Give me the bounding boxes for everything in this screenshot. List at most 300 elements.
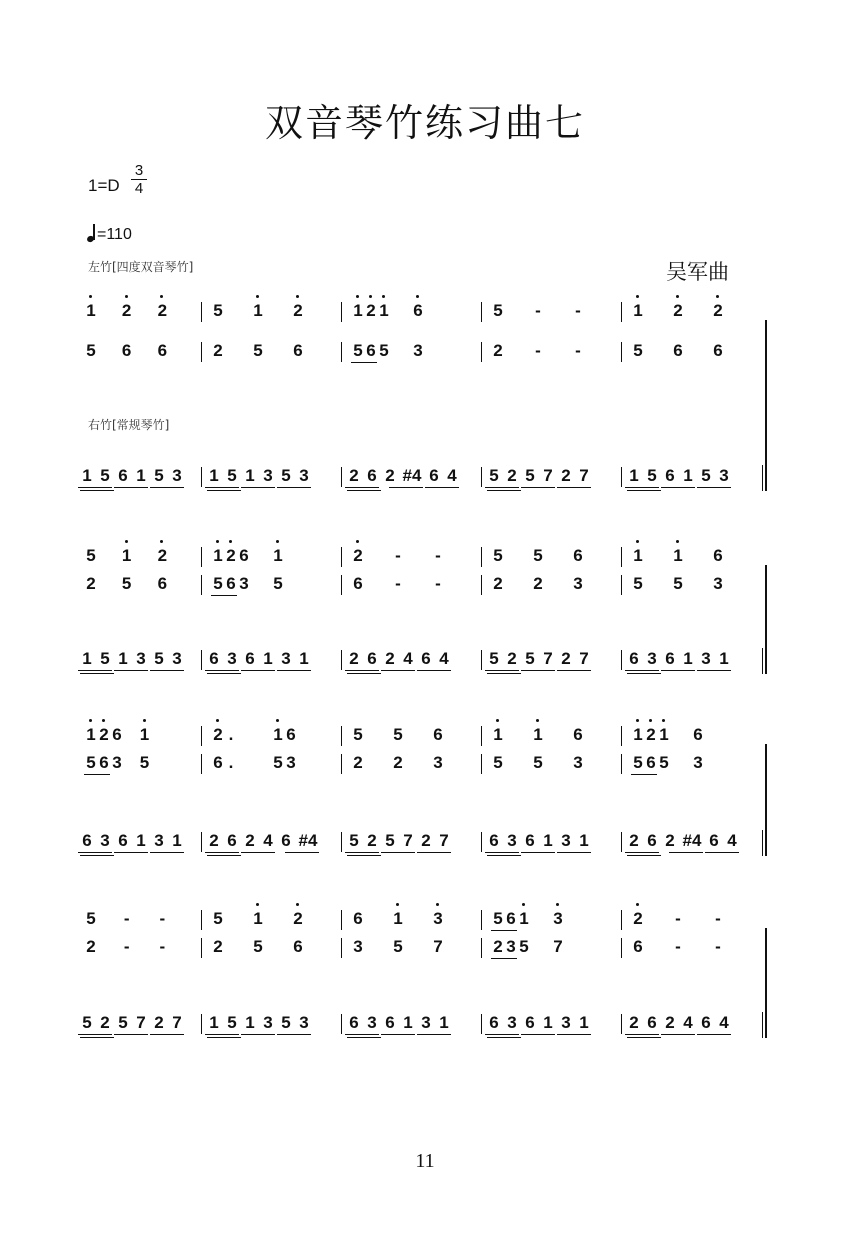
beam-underline (78, 1034, 112, 1035)
note: 2 (631, 908, 645, 930)
note: 6 (112, 725, 122, 744)
note: 1 (351, 300, 365, 322)
beam-underline (625, 852, 659, 853)
sixteenth-note: 6 (118, 466, 128, 485)
note: 2 (493, 341, 503, 360)
beam-underline (347, 490, 381, 491)
left-top-line (78, 300, 768, 322)
beam-underline (205, 487, 239, 488)
sixteenth-note: 1 (403, 1013, 413, 1032)
bar-line (621, 754, 622, 774)
note: - (159, 937, 166, 956)
note: - (395, 546, 401, 565)
beam-underline (80, 490, 114, 491)
sixteenth-note: #4 (298, 831, 318, 850)
sixteenth-note: 2 (209, 831, 219, 850)
note: 6 (646, 753, 656, 772)
sixteenth-note: 1 (719, 649, 729, 668)
note: 1 (631, 300, 645, 322)
sixteenth-note: 1 (209, 466, 219, 485)
left-top-line (78, 724, 768, 746)
sixteenth-note: 1 (245, 466, 255, 485)
note: 6 (433, 725, 443, 744)
sixteenth-note: 5 (227, 466, 237, 485)
note: - (675, 909, 681, 928)
beam-underline (241, 852, 275, 853)
note: 1 (517, 908, 531, 930)
left-bottom-line (78, 936, 768, 958)
note: 3 (433, 753, 443, 772)
right-stick-line (78, 648, 768, 670)
beam-underline (491, 958, 517, 959)
beam-underline (277, 670, 311, 671)
note: 6 (353, 574, 363, 593)
beam-underline (80, 1037, 114, 1038)
note: 1 (271, 724, 285, 746)
sixteenth-note: 2 (561, 466, 571, 485)
beam-underline (417, 670, 451, 671)
sixteenth-note: 7 (172, 1013, 182, 1032)
beam-underline (347, 855, 381, 856)
sixteenth-note: 6 (525, 831, 535, 850)
note: 2 (211, 724, 225, 746)
beam-underline (661, 670, 695, 671)
beam-underline (625, 1034, 659, 1035)
bar-line (341, 575, 342, 595)
beam-underline (207, 490, 241, 491)
bar-line (621, 1014, 622, 1034)
bar-line (481, 938, 482, 958)
sixteenth-note: 5 (525, 649, 535, 668)
sixteenth-note: 5 (647, 466, 657, 485)
note: 5 (353, 725, 363, 744)
sixteenth-note: 4 (447, 466, 457, 485)
sixteenth-note: 1 (579, 1013, 589, 1032)
bar-line (201, 726, 202, 746)
beam-underline (627, 855, 661, 856)
sixteenth-note: 1 (543, 1013, 553, 1032)
bar-line (621, 467, 622, 487)
sixteenth-note: 5 (154, 466, 164, 485)
bar-line (481, 467, 482, 487)
bar-line (341, 342, 342, 362)
sixteenth-note: 3 (647, 649, 657, 668)
left-bottom-line (78, 573, 768, 595)
sixteenth-note: 6 (489, 831, 499, 850)
note: 1 (84, 300, 98, 322)
beam-underline (417, 852, 451, 853)
sixteenth-note: 2 (665, 1013, 675, 1032)
beam-underline (627, 673, 661, 674)
beam-underline (277, 1034, 311, 1035)
beam-underline (485, 1034, 519, 1035)
sixteenth-note: 3 (367, 1013, 377, 1032)
left-bottom-line (78, 340, 768, 362)
bar-line (762, 465, 763, 491)
sixteenth-note: 4 (719, 1013, 729, 1032)
note: 2 (351, 545, 365, 567)
beam-underline (345, 670, 379, 671)
beam-underline (150, 487, 184, 488)
note: 5 (633, 341, 643, 360)
beam-underline (521, 670, 555, 671)
bar-line (201, 575, 202, 595)
beam-underline (381, 670, 415, 671)
note: 3 (713, 574, 723, 593)
note: 6 (157, 341, 168, 360)
note: 2 (213, 341, 223, 360)
beam-underline (661, 487, 695, 488)
composer: 吴军曲 (666, 260, 729, 284)
bar-line (201, 910, 202, 930)
tempo-value: =110 (97, 226, 132, 243)
bar-line (201, 1014, 202, 1034)
note: 2 (86, 574, 96, 593)
score-title: 双音琴竹练习曲七 (264, 101, 585, 145)
sixteenth-note: 3 (561, 1013, 571, 1032)
beam-underline (661, 1034, 695, 1035)
beam-underline (521, 1034, 555, 1035)
beam-underline (627, 490, 661, 491)
sixteenth-note: 2 (100, 1013, 110, 1032)
beam-underline (425, 487, 459, 488)
note: 5 (86, 341, 96, 360)
note: 2 (533, 574, 543, 593)
note: 1 (531, 724, 545, 746)
sixteenth-note: 6 (385, 1013, 395, 1032)
beam-underline (625, 487, 659, 488)
note: 6 (121, 341, 132, 360)
sixteenth-note: #4 (402, 466, 422, 485)
note: 5 (393, 725, 403, 744)
note: 5 (253, 937, 263, 956)
tempo-marking (86, 224, 132, 244)
sixteenth-note: 6 (82, 831, 92, 850)
bar-line (621, 547, 622, 567)
sixteenth-note: 5 (227, 1013, 237, 1032)
beam-underline (345, 852, 379, 853)
left-top-line (78, 545, 768, 567)
beam-underline (241, 487, 275, 488)
note: - (715, 937, 721, 956)
note: 5 (493, 301, 503, 320)
note: 2 (671, 300, 685, 322)
beam-underline (487, 855, 521, 856)
note: 2 (97, 724, 111, 746)
note: 6 (573, 546, 583, 565)
note: 5 (519, 937, 529, 956)
bar-line (201, 650, 202, 670)
note: 6 (673, 341, 683, 360)
sixteenth-note: 6 (665, 649, 675, 668)
sixteenth-note: 3 (172, 649, 182, 668)
note: 6 (226, 574, 236, 593)
note: 5 (213, 301, 223, 320)
beam-underline (485, 670, 519, 671)
beam-underline (345, 1034, 379, 1035)
sixteenth-note: 2 (367, 831, 377, 850)
bar-line (481, 302, 482, 322)
beam-underline (491, 930, 517, 931)
sixteenth-note: 6 (367, 649, 377, 668)
note: 6 (99, 753, 109, 772)
bar-line (201, 547, 202, 567)
note: 1 (271, 545, 285, 567)
sixteenth-note: 6 (367, 466, 377, 485)
time-top: 3 (134, 162, 144, 179)
sixteenth-note: 7 (136, 1013, 146, 1032)
sixteenth-note: 7 (403, 831, 413, 850)
beam-underline (205, 852, 239, 853)
note: 1 (138, 724, 152, 746)
note: 2 (393, 753, 403, 772)
note: 3 (286, 753, 296, 772)
beam-underline (487, 490, 521, 491)
beam-underline (381, 1034, 415, 1035)
beam-underline (205, 1034, 239, 1035)
beam-underline (114, 1034, 148, 1035)
note: 5 (353, 341, 363, 360)
beam-underline (150, 1034, 184, 1035)
beam-underline (351, 362, 377, 363)
note: 2 (493, 574, 503, 593)
sixteenth-note: 5 (489, 466, 499, 485)
note: 5 (493, 546, 503, 565)
right-stick-line (78, 465, 768, 487)
key-label: 1=D (88, 176, 120, 195)
bar-line (341, 938, 342, 958)
sixteenth-note: 3 (100, 831, 110, 850)
sixteenth-note: 4 (439, 649, 449, 668)
sixteenth-note: 7 (543, 466, 553, 485)
beam-underline (347, 673, 381, 674)
beam-underline (557, 852, 591, 853)
bar-line (201, 754, 202, 774)
beam-underline (487, 673, 521, 674)
bar-line (341, 832, 342, 852)
sixteenth-note: 3 (227, 649, 237, 668)
note: 5 (273, 753, 283, 772)
beam-underline (207, 1037, 241, 1038)
beam-underline (485, 487, 519, 488)
beam-underline (114, 852, 148, 853)
note: 5 (86, 546, 96, 565)
bar-line (201, 938, 202, 958)
beam-underline (114, 487, 148, 488)
sixteenth-note: 5 (489, 649, 499, 668)
beam-underline (625, 670, 659, 671)
sixteenth-note: 3 (421, 1013, 431, 1032)
note: 1 (671, 545, 685, 567)
beam-underline (78, 670, 112, 671)
beam-underline (705, 852, 739, 853)
beam-underline (277, 487, 311, 488)
note: 3 (239, 574, 249, 593)
sixteenth-note: 4 (683, 1013, 693, 1032)
right-stick-label: 右竹[常规琴竹] (88, 418, 170, 432)
time-bottom: 4 (134, 180, 144, 197)
sixteenth-note: 3 (507, 1013, 517, 1032)
note: 2 (291, 300, 305, 322)
sixteenth-note: 7 (543, 649, 553, 668)
note: 5 (633, 574, 643, 593)
sixteenth-note: 1 (136, 831, 146, 850)
note: - (123, 909, 130, 928)
note: - (575, 341, 581, 360)
note: 2 (364, 300, 378, 322)
system-bracket (765, 565, 767, 674)
note: 5 (493, 909, 503, 928)
bar-line (341, 650, 342, 670)
note: 1 (491, 724, 505, 746)
sixteenth-note: 6 (209, 649, 219, 668)
sixteenth-note: 3 (299, 466, 309, 485)
sixteenth-note: 5 (100, 466, 110, 485)
note: - (159, 909, 166, 928)
note: 5 (659, 753, 669, 772)
note: 3 (353, 937, 363, 956)
bar-line (341, 547, 342, 567)
sixteenth-note: 1 (683, 466, 693, 485)
bar-line (481, 575, 482, 595)
sixteenth-note: 1 (136, 466, 146, 485)
sixteenth-note: 6 (665, 466, 675, 485)
sixteenth-note: 2 (385, 649, 395, 668)
note: - (535, 341, 541, 360)
sixteenth-note: 3 (154, 831, 164, 850)
note: 6 (157, 574, 168, 593)
bar-line (481, 754, 482, 774)
sixteenth-note: 6 (227, 831, 237, 850)
bar-line (341, 726, 342, 746)
right-stick-line (78, 1012, 768, 1034)
sixteenth-note: 5 (281, 1013, 291, 1032)
beam-underline (557, 487, 591, 488)
bar-line (621, 726, 622, 746)
note: 5 (379, 341, 389, 360)
note: - (575, 301, 581, 320)
note: - (675, 937, 681, 956)
note: 3 (551, 908, 565, 930)
sixteenth-note: 6 (701, 1013, 711, 1032)
beam-underline (285, 852, 319, 853)
sixteenth-note: 3 (281, 649, 291, 668)
note: 1 (377, 300, 391, 322)
time-signature (131, 162, 147, 197)
note: 5 (121, 574, 132, 593)
beam-underline (345, 487, 379, 488)
bar-line (201, 832, 202, 852)
note: 5 (213, 909, 223, 928)
bar-line (481, 910, 482, 930)
note: 5 (86, 753, 96, 772)
bar-line (481, 726, 482, 746)
bar-line (341, 754, 342, 774)
sixteenth-note: 5 (118, 1013, 128, 1032)
note: 5 (533, 546, 543, 565)
sixteenth-note: 4 (727, 831, 737, 850)
note: 3 (431, 908, 445, 930)
sixteenth-note: 6 (709, 831, 719, 850)
bar-line (621, 938, 622, 958)
sixteenth-note: 1 (118, 649, 128, 668)
bar-line (621, 302, 622, 322)
beam-underline (241, 1034, 275, 1035)
beam-underline (669, 852, 703, 853)
note: - (435, 546, 441, 565)
sixteenth-note: 5 (82, 1013, 92, 1032)
beam-underline (557, 670, 591, 671)
note: 6 (213, 753, 223, 772)
beam-underline (78, 487, 112, 488)
system-bracket (765, 744, 767, 856)
note: 7 (553, 937, 563, 956)
note: 3 (573, 753, 583, 772)
sixteenth-note: 3 (507, 831, 517, 850)
sixteenth-note: 4 (263, 831, 273, 850)
sixteenth-note: 3 (172, 466, 182, 485)
note: 5 (393, 937, 403, 956)
beam-underline (697, 1034, 731, 1035)
beam-underline (205, 670, 239, 671)
note: 1 (631, 545, 645, 567)
sixteenth-note: 1 (439, 1013, 449, 1032)
note: - (395, 574, 401, 593)
left-top-line (78, 908, 768, 930)
note: 5 (493, 753, 503, 772)
note: 6 (353, 909, 363, 928)
sixteenth-note: 1 (299, 649, 309, 668)
note: 6 (366, 341, 376, 360)
sixteenth-note: 6 (647, 1013, 657, 1032)
sixteenth-note: 2 (349, 649, 359, 668)
note: 3 (506, 937, 516, 956)
beam-underline (241, 670, 275, 671)
note: . (228, 753, 234, 772)
sixteenth-note: 3 (561, 831, 571, 850)
page-number: 11 (415, 1150, 435, 1172)
note: 6 (286, 725, 296, 744)
note: 5 (533, 753, 543, 772)
beam-underline (150, 670, 184, 671)
quarter-note-icon (86, 224, 97, 242)
note: 1 (631, 724, 645, 746)
note: 5 (139, 753, 150, 772)
sixteenth-note: 2 (349, 466, 359, 485)
sixteenth-note: 2 (245, 831, 255, 850)
note: 6 (239, 546, 249, 565)
beam-underline (389, 487, 423, 488)
sixteenth-note: 2 (421, 831, 431, 850)
left-bottom-line (78, 752, 768, 774)
sixteenth-note: 3 (136, 649, 146, 668)
bar-line (341, 1014, 342, 1034)
note: - (123, 937, 130, 956)
sixteenth-note: 2 (154, 1013, 164, 1032)
bar-line (621, 342, 622, 362)
note: 6 (573, 725, 583, 744)
sixteenth-note: 6 (489, 1013, 499, 1032)
sixteenth-note: 7 (579, 466, 589, 485)
note: 3 (693, 753, 703, 772)
sixteenth-note: 1 (543, 831, 553, 850)
note: 3 (573, 574, 583, 593)
beam-underline (207, 673, 241, 674)
beam-underline (80, 673, 114, 674)
sixteenth-note: 4 (403, 649, 413, 668)
note: 2 (224, 545, 238, 567)
sixteenth-note: 6 (629, 649, 639, 668)
